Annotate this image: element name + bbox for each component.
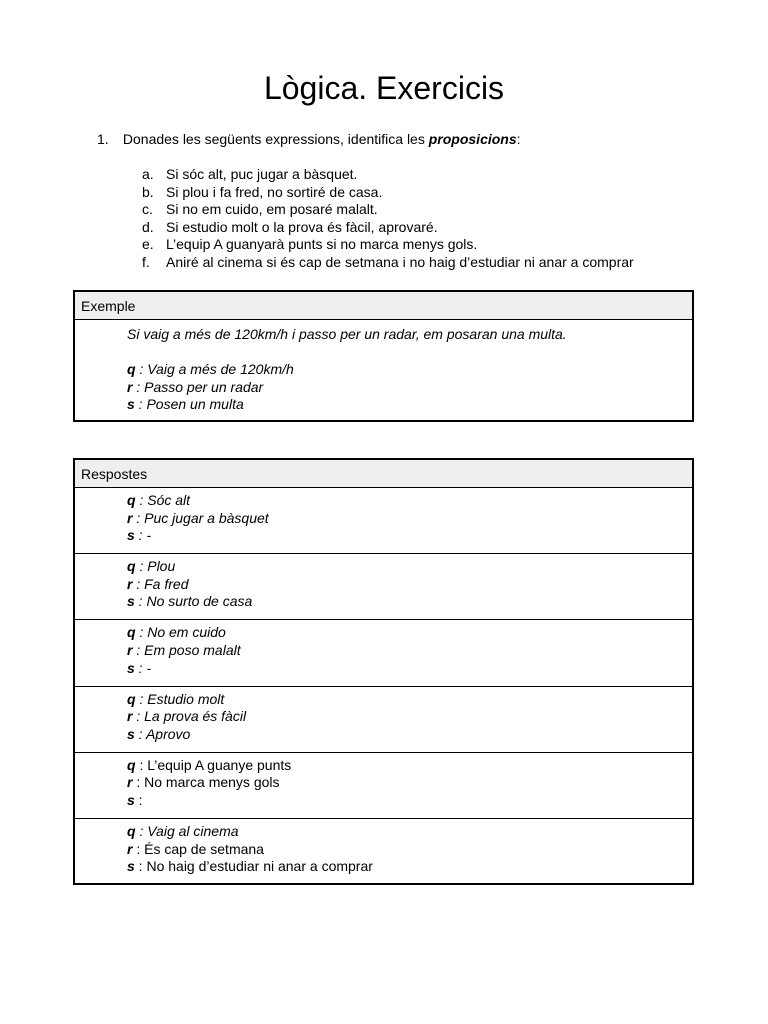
question-number: 1. bbox=[97, 131, 109, 147]
prop-text: : No haig d’estudiar ni anar a comprar bbox=[134, 858, 373, 875]
answer-cell bbox=[75, 753, 692, 819]
list-item-text: Si plou i fa fred, no sortiré de casa. bbox=[166, 183, 383, 200]
prop-text: : És cap de setmana bbox=[132, 840, 264, 857]
answer-prop bbox=[127, 774, 692, 792]
prop-var: r bbox=[127, 708, 133, 725]
answers-header: Respostes bbox=[75, 460, 692, 488]
list-item-text: Si estudio molt o la prova és fàcil, aprovaré. bbox=[166, 218, 438, 235]
prop-text: : No surto de casa bbox=[134, 593, 253, 610]
list-item-letter: a. bbox=[142, 166, 154, 182]
example-prop-q bbox=[127, 361, 692, 379]
prop-var: s bbox=[127, 858, 135, 875]
prop-text: : - bbox=[134, 659, 152, 676]
prop-text: : Plou bbox=[135, 558, 176, 575]
list-item bbox=[142, 219, 634, 237]
prop-text: : No marca menys gols bbox=[132, 774, 280, 791]
example-table bbox=[73, 290, 694, 422]
answer-prop bbox=[127, 691, 692, 709]
answer-cell bbox=[75, 620, 692, 686]
prop-var: r bbox=[127, 575, 133, 592]
list-item-text: Si no em cuido, em posaré malalt. bbox=[166, 201, 378, 218]
prop-var: s bbox=[127, 527, 135, 544]
list-item bbox=[142, 254, 634, 272]
answer-prop bbox=[127, 660, 692, 678]
example-header: Exemple bbox=[75, 292, 692, 320]
prop-var: r bbox=[127, 641, 133, 658]
question-1 bbox=[97, 130, 521, 148]
list-item-letter: b. bbox=[142, 183, 154, 200]
answer-prop bbox=[127, 624, 692, 642]
list-item-text: L’equip A guanyarà punts si no marca menys gols. bbox=[166, 236, 478, 253]
prop-var: s bbox=[127, 593, 135, 610]
prop-text: : Passo per un radar bbox=[132, 378, 264, 395]
prop-text: : Em poso malalt bbox=[132, 641, 241, 658]
example-prop-s bbox=[127, 396, 692, 414]
list-item-letter: e. bbox=[142, 236, 154, 253]
answer-cell bbox=[75, 488, 692, 554]
list-item bbox=[142, 166, 634, 184]
prop-text: : Aprovo bbox=[134, 725, 191, 742]
answer-prop bbox=[127, 527, 692, 545]
question-text: Donades les següents expressions, identifica les bbox=[122, 131, 429, 147]
answer-prop bbox=[127, 510, 692, 528]
list-item bbox=[142, 236, 634, 254]
prop-var: s bbox=[127, 725, 135, 742]
prop-text: : No em cuido bbox=[135, 624, 226, 641]
answers-table bbox=[73, 458, 694, 885]
answer-prop bbox=[127, 708, 692, 726]
prop-var: r bbox=[127, 378, 133, 395]
prop-var: q bbox=[127, 492, 136, 508]
answer-prop bbox=[127, 792, 692, 810]
prop-var: q bbox=[127, 361, 136, 378]
expression-list bbox=[142, 166, 634, 272]
prop-text: : Estudio molt bbox=[135, 690, 225, 707]
prop-text: : bbox=[134, 791, 143, 808]
answer-prop bbox=[127, 841, 692, 859]
prop-var: r bbox=[127, 840, 133, 857]
prop-text: : Puc jugar a bàsquet bbox=[132, 509, 269, 526]
answer-prop bbox=[127, 642, 692, 660]
prop-var: q bbox=[127, 624, 136, 641]
answer-prop bbox=[127, 593, 692, 611]
prop-var: s bbox=[127, 791, 135, 808]
page-title: Lògica. Exercicis bbox=[263, 70, 505, 106]
prop-text: : - bbox=[134, 527, 152, 544]
question-text-end: : bbox=[516, 131, 521, 147]
list-item-text: Si sóc alt, puc jugar a bàsquet. bbox=[166, 166, 358, 182]
prop-var: q bbox=[127, 558, 136, 575]
prop-var: q bbox=[127, 822, 136, 839]
list-item bbox=[142, 184, 634, 202]
answer-cell bbox=[75, 554, 692, 620]
prop-text: : La prova és fàcil bbox=[132, 708, 247, 725]
list-item-letter: f. bbox=[142, 253, 150, 270]
list-item-letter: c. bbox=[142, 201, 153, 218]
prop-text: : Vaig al cinema bbox=[135, 822, 239, 839]
prop-var: s bbox=[127, 659, 135, 676]
answer-prop bbox=[127, 726, 692, 744]
answer-cell bbox=[75, 687, 692, 753]
example-prop-r bbox=[127, 379, 692, 397]
answers-body bbox=[75, 488, 692, 885]
list-item-text: Aniré al cinema si és cap de setmana i no haig d’estudiar ni anar a comprar bbox=[166, 253, 634, 270]
prop-var: s bbox=[127, 396, 135, 413]
example-body bbox=[75, 320, 692, 414]
prop-var: r bbox=[127, 509, 133, 526]
prop-var: q bbox=[127, 756, 136, 773]
answer-cell bbox=[75, 819, 692, 885]
answer-prop bbox=[127, 823, 692, 841]
prop-text: : Sóc alt bbox=[135, 492, 191, 508]
prop-text: : Posen un multa bbox=[134, 396, 244, 413]
prop-text: : L’equip A guanye punts bbox=[135, 756, 292, 773]
question-emphasis: proposicions bbox=[428, 131, 517, 147]
prop-text: : Fa fred bbox=[132, 575, 189, 592]
prop-text: : Vaig a més de 120km/h bbox=[135, 361, 294, 378]
answer-prop bbox=[127, 492, 692, 510]
example-sentence: Si vaig a més de 120km/h i passo per un radar, em posaran una multa. bbox=[127, 326, 567, 342]
prop-var: r bbox=[127, 774, 133, 791]
answer-prop bbox=[127, 757, 692, 775]
answer-prop bbox=[127, 858, 692, 876]
list-item-letter: d. bbox=[142, 218, 154, 235]
answer-prop bbox=[127, 576, 692, 594]
prop-var: q bbox=[127, 690, 136, 707]
list-item bbox=[142, 201, 634, 219]
answer-prop bbox=[127, 558, 692, 576]
